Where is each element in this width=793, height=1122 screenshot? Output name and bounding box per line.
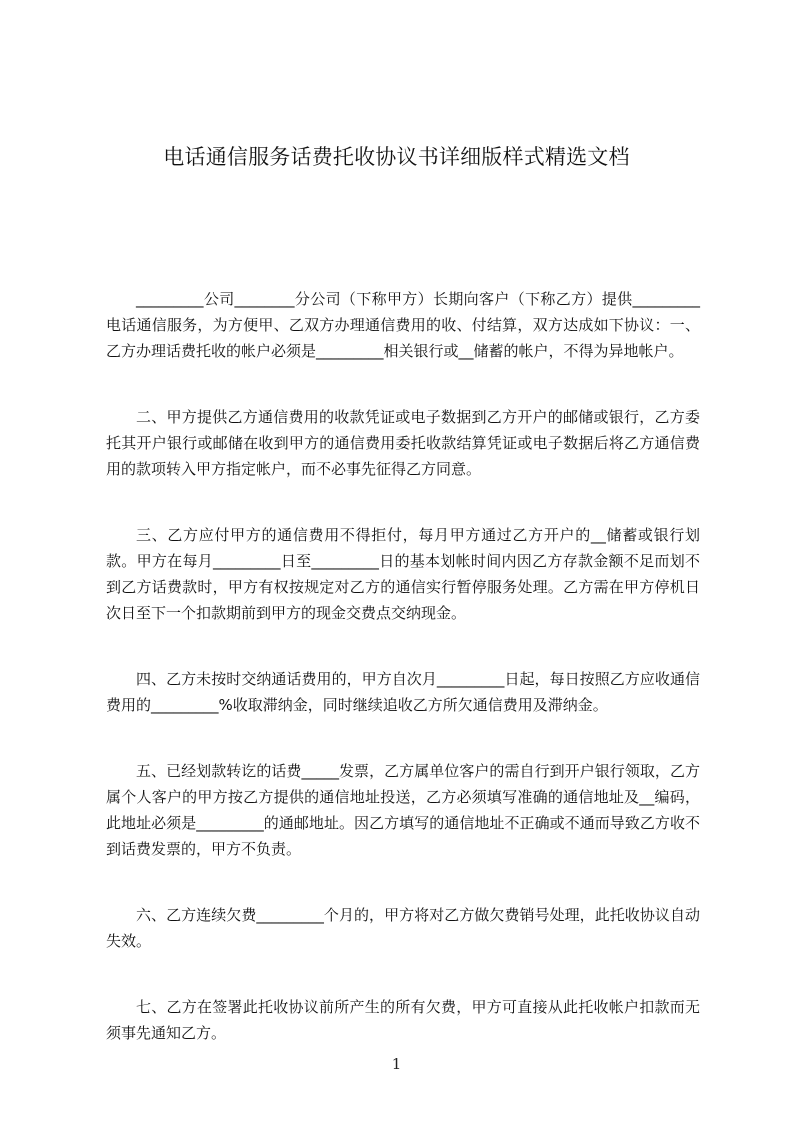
paragraph-clause-7: 七、乙方在签署此托收协议前所产生的所有欠费，甲方可直接从此托收帐户扣款而无须事先通知乙方。 (106, 998, 700, 1042)
paragraph-intro-clause-1: _________公司________分公司（下称甲方）长期向客户（下称乙方）提供_________电话通信服务，为方便甲、乙双方办理通信费用的收、付结算，双方达成如下协议：一、乙方办理话费托收的帐户必须是_________相关银行或__储蓄的帐户，不得为异地帐户。 (106, 290, 700, 360)
paragraph-clause-3: 三、乙方应付甲方的通信费用不得拒付，每月甲方通过乙方开户的__储蓄或银行划款。甲方在每月_________日至_________日的基本划帐时间内因乙方存款金额不足而划不到乙方话费款时，甲方有权按规定对乙方的通信实行暂停服务处理。乙方需在甲方停机日次日至下一个扣款期前到甲方的现金交费点交纳现金。 (106, 526, 700, 622)
document-title: 电话通信服务话费托收协议书详细版样式精选文档 (163, 145, 630, 169)
paragraph-clause-5: 五、已经划款转讫的话费_____发票，乙方属单位客户的需自行到开户银行领取，乙方属个人客户的甲方按乙方提供的通信地址投送，乙方必须填写准确的通信地址及__编码，此地址必须是_________的通邮地址。因乙方填写的通信地址不正确或不通而导致乙方收不到话费发票的，甲方不负责。 (106, 762, 700, 858)
paragraph-clause-2: 二、甲方提供乙方通信费用的收款凭证或电子数据到乙方开户的邮储或银行，乙方委托其开户银行或邮储在收到甲方的通信费用委托收款结算凭证或电子数据后将乙方通信费用的款项转入甲方指定帐户，而不必事先征得乙方同意。 (106, 408, 700, 478)
page-number: 1 (391, 1055, 402, 1073)
paragraph-clause-4: 四、乙方未按时交纳通话费用的，甲方自次月_________日起，每日按照乙方应收通信费用的_________%收取滞纳金，同时继续追收乙方所欠通信费用及滞纳金。 (106, 670, 700, 714)
document-body (106, 286, 700, 1086)
paragraph-clause-6: 六、乙方连续欠费_________个月的，甲方将对乙方做欠费销号处理，此托收协议自动失效。 (106, 906, 700, 950)
